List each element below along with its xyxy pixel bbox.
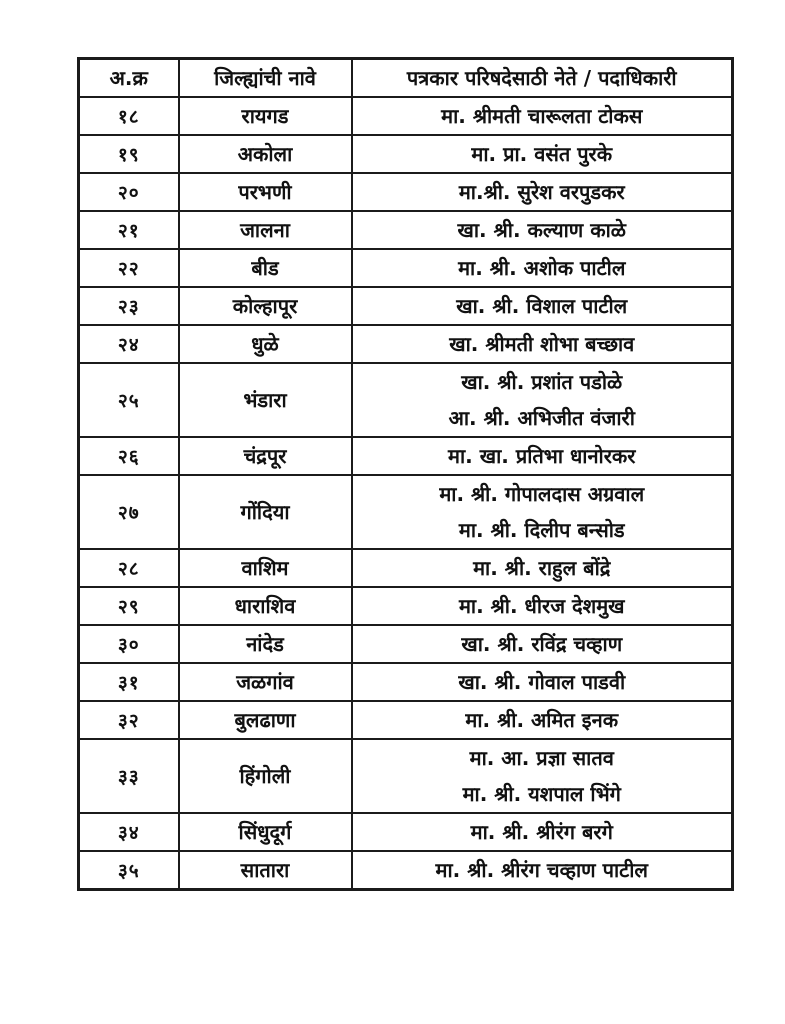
table-row xyxy=(79,437,733,475)
serial-number: ३४ xyxy=(79,813,179,851)
table-row xyxy=(79,135,733,173)
serial-number: २२ xyxy=(79,249,179,287)
leaders-cell xyxy=(352,739,733,813)
serial-number: २५ xyxy=(79,363,179,437)
table-row xyxy=(79,701,733,739)
district-name: हिंगोली xyxy=(179,739,352,813)
district-name: नांदेड xyxy=(179,625,352,663)
district-name: बीड xyxy=(179,249,352,287)
leader-name: मा. प्रा. वसंत पुरके xyxy=(471,141,613,166)
table-row xyxy=(79,813,733,851)
leader-name: खा. श्री. कल्याण काळे xyxy=(457,217,626,242)
leader-name: मा. श्री. धीरज देशमुख xyxy=(458,593,625,618)
table-row xyxy=(79,97,733,135)
serial-number: २७ xyxy=(79,475,179,549)
header-row xyxy=(79,59,733,97)
district-leaders-table xyxy=(77,57,734,891)
district-name: कोल्हापूर xyxy=(179,287,352,325)
leaders-cell xyxy=(352,325,733,363)
leaders-cell xyxy=(352,813,733,851)
table-row xyxy=(79,211,733,249)
serial-number: १८ xyxy=(79,97,179,135)
table-row xyxy=(79,663,733,701)
district-name: जळगांव xyxy=(179,663,352,701)
leaders-cell xyxy=(352,173,733,211)
serial-number: २६ xyxy=(79,437,179,475)
leader-name: खा. श्री. विशाल पाटील xyxy=(456,293,628,318)
leaders-cell xyxy=(352,437,733,475)
leader-name: मा. श्री. अमित इनक xyxy=(465,707,619,732)
table-row xyxy=(79,625,733,663)
district-name: रायगड xyxy=(179,97,352,135)
district-name: सातारा xyxy=(179,851,352,890)
leader-name: मा. श्री. गोपालदास अग्रवाल xyxy=(439,481,645,506)
district-name: गोंदिया xyxy=(179,475,352,549)
leader-name: मा. श्री. श्रीरंग बरगे xyxy=(470,819,613,844)
leaders-cell xyxy=(352,475,733,549)
leaders-cell xyxy=(352,851,733,890)
leader-name: मा. श्री. यशपाल भिंगे xyxy=(462,781,621,806)
leader-name: मा. श्री. दिलीप बन्सोड xyxy=(458,517,625,542)
table-row xyxy=(79,363,733,437)
leaders-cell xyxy=(352,549,733,587)
leader-name: खा. श्री. रविंद्र चव्हाण xyxy=(461,631,623,656)
leader-name: खा. श्री. प्रशांत पडोळे xyxy=(461,369,623,394)
district-name: सिंधुदूर्ग xyxy=(179,813,352,851)
table-row xyxy=(79,587,733,625)
serial-number: २८ xyxy=(79,549,179,587)
header-leaders: पत्रकार परिषदेसाठी नेते / पदाधिकारी xyxy=(352,59,733,97)
leader-name: आ. श्री. अभिजीत वंजारी xyxy=(448,405,635,430)
district-name: परभणी xyxy=(179,173,352,211)
leaders-cell xyxy=(352,663,733,701)
leaders-cell xyxy=(352,249,733,287)
table-row xyxy=(79,739,733,813)
district-name: चंद्रपूर xyxy=(179,437,352,475)
serial-number: ३१ xyxy=(79,663,179,701)
header-serial: अ.क्र xyxy=(79,59,179,97)
leader-name: खा. श्रीमती शोभा बच्छाव xyxy=(449,331,635,356)
leaders-cell xyxy=(352,135,733,173)
table-row xyxy=(79,249,733,287)
leader-name: मा. श्री. राहुल बोंद्रे xyxy=(473,555,611,580)
leaders-cell xyxy=(352,363,733,437)
leader-name: मा. श्रीमती चारूलता टोकस xyxy=(441,103,643,128)
serial-number: २१ xyxy=(79,211,179,249)
district-name: वाशिम xyxy=(179,549,352,587)
leader-name: मा. आ. प्रज्ञा सातव xyxy=(469,745,614,770)
serial-number: ३३ xyxy=(79,739,179,813)
serial-number: ३० xyxy=(79,625,179,663)
leaders-cell xyxy=(352,97,733,135)
table-row xyxy=(79,173,733,211)
serial-number: २९ xyxy=(79,587,179,625)
leader-name: मा.श्री. सुरेश वरपुडकर xyxy=(458,179,625,204)
table-row xyxy=(79,475,733,549)
district-name: धुळे xyxy=(179,325,352,363)
table-row xyxy=(79,325,733,363)
leaders-cell xyxy=(352,287,733,325)
leaders-cell xyxy=(352,211,733,249)
serial-number: ३२ xyxy=(79,701,179,739)
leaders-cell xyxy=(352,701,733,739)
table-body xyxy=(79,97,733,890)
district-name: धाराशिव xyxy=(179,587,352,625)
table-row xyxy=(79,851,733,890)
serial-number: २० xyxy=(79,173,179,211)
serial-number: १९ xyxy=(79,135,179,173)
leader-name: मा. श्री. श्रीरंग चव्हाण पाटील xyxy=(435,857,648,882)
district-name: बुलढाणा xyxy=(179,701,352,739)
district-name: जालना xyxy=(179,211,352,249)
table-row xyxy=(79,287,733,325)
leader-name: खा. श्री. गोवाल पाडवी xyxy=(458,669,626,694)
serial-number: २४ xyxy=(79,325,179,363)
serial-number: २३ xyxy=(79,287,179,325)
leader-name: मा. खा. प्रतिभा धानोरकर xyxy=(448,443,636,468)
district-name: अकोला xyxy=(179,135,352,173)
leaders-cell xyxy=(352,587,733,625)
table-row xyxy=(79,549,733,587)
leaders-cell xyxy=(352,625,733,663)
leader-name: मा. श्री. अशोक पाटील xyxy=(458,255,626,280)
header-district: जिल्ह्यांची नावे xyxy=(179,59,352,97)
table-header xyxy=(79,59,733,97)
district-name: भंडारा xyxy=(179,363,352,437)
serial-number: ३५ xyxy=(79,851,179,890)
